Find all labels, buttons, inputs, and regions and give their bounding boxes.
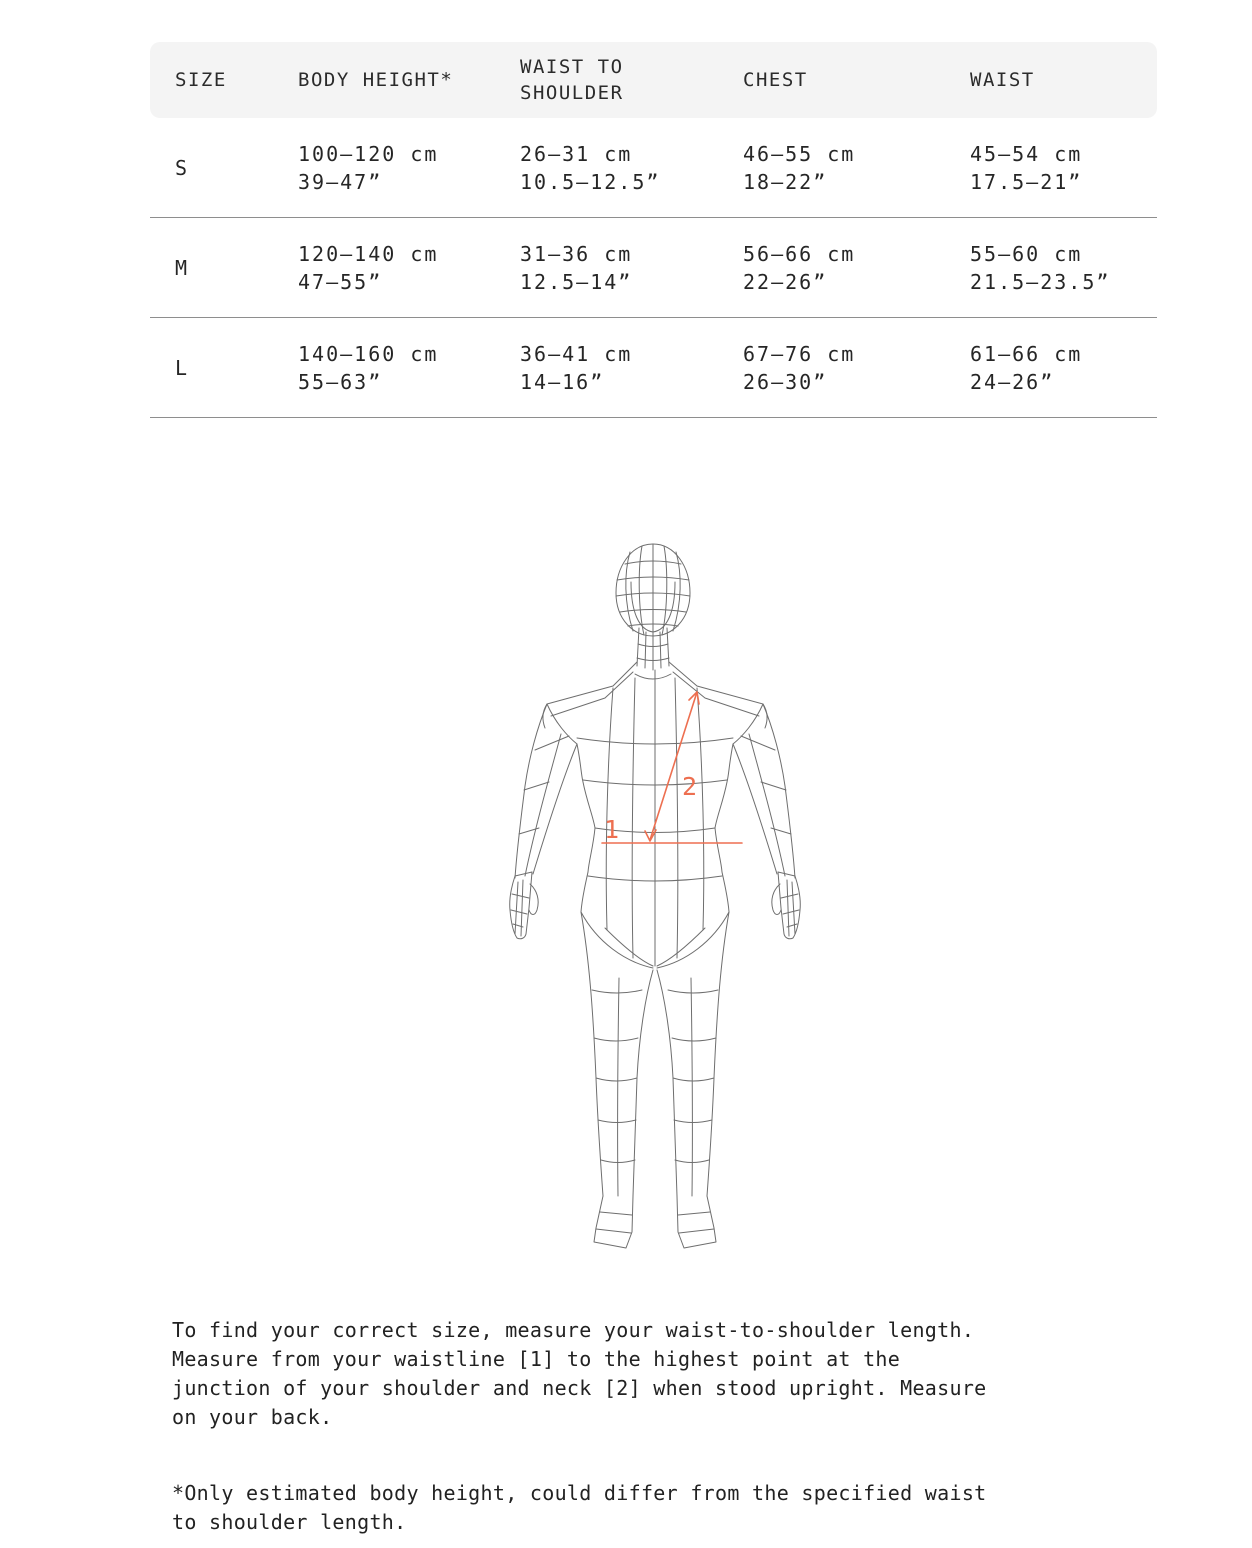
- table-row-size-l: [150, 318, 1157, 418]
- waist-to-shoulder-in: 12.5–14”: [520, 269, 633, 294]
- instruction-line: on your back.: [172, 1405, 333, 1429]
- size-label: L: [175, 355, 189, 380]
- waist-in: 21.5–23.5”: [970, 269, 1111, 294]
- waist-to-shoulder-measure-arrow: [650, 692, 697, 840]
- waist-cm: 55–60 cm: [970, 241, 1083, 266]
- sizing-instructions: [172, 1316, 1072, 1432]
- marker-1-label: 1: [604, 815, 620, 844]
- size-chart-table: [150, 42, 1157, 418]
- chest-in: 26–30”: [743, 369, 828, 394]
- instruction-line: Measure from your waistline [1] to the highest point at the: [172, 1347, 901, 1371]
- column-header-waist: WAIST: [970, 69, 1035, 91]
- waist-in: 17.5–21”: [970, 169, 1083, 194]
- mannequin-wireframe: [510, 544, 801, 1248]
- waist-to-shoulder-cm: 31–36 cm: [520, 241, 633, 266]
- column-header-body-height: BODY HEIGHT*: [298, 69, 454, 91]
- table-header-row: [150, 42, 1157, 118]
- waist-cm: 61–66 cm: [970, 341, 1083, 366]
- size-label: M: [175, 255, 189, 280]
- notes-section: [172, 1316, 1072, 1537]
- column-header-chest: CHEST: [743, 69, 808, 91]
- body-height-cm: 100–120 cm: [298, 141, 439, 166]
- instruction-line: To find your correct size, measure your waist-to-shoulder length.: [172, 1318, 975, 1342]
- body-height-in: 39–47”: [298, 169, 383, 194]
- body-height-in: 47–55”: [298, 269, 383, 294]
- arrowhead-down: [645, 830, 656, 841]
- body-height-cm: 120–140 cm: [298, 241, 439, 266]
- body-height-in: 55–63”: [298, 369, 383, 394]
- body-height-cm: 140–160 cm: [298, 341, 439, 366]
- waist-to-shoulder-in: 14–16”: [520, 369, 605, 394]
- wireframe-body-diagram: [485, 538, 825, 1268]
- waist-in: 24–26”: [970, 369, 1055, 394]
- size-label: S: [175, 155, 189, 180]
- chest-cm: 67–76 cm: [743, 341, 856, 366]
- waist-to-shoulder-cm: 26–31 cm: [520, 141, 633, 166]
- waist-cm: 45–54 cm: [970, 141, 1083, 166]
- disclaimer-line: to shoulder length.: [172, 1510, 407, 1534]
- chest-in: 18–22”: [743, 169, 828, 194]
- table-row-size-s: [150, 118, 1157, 218]
- column-header-size: SIZE: [175, 69, 227, 91]
- marker-2-label: 2: [682, 772, 698, 801]
- waist-to-shoulder-cm: 36–41 cm: [520, 341, 633, 366]
- chest-cm: 46–55 cm: [743, 141, 856, 166]
- disclaimer-line: *Only estimated body height, could differ from the specified waist: [172, 1481, 987, 1505]
- table-row-size-m: [150, 218, 1157, 318]
- height-disclaimer: [172, 1479, 1072, 1537]
- instruction-line: junction of your shoulder and neck [2] when stood upright. Measure: [172, 1376, 987, 1400]
- chest-in: 22–26”: [743, 269, 828, 294]
- measurement-annotations: [602, 692, 742, 843]
- waist-to-shoulder-in: 10.5–12.5”: [520, 169, 661, 194]
- chest-cm: 56–66 cm: [743, 241, 856, 266]
- column-header-waist-to-shoulder: WAIST TO SHOULDER: [520, 56, 624, 104]
